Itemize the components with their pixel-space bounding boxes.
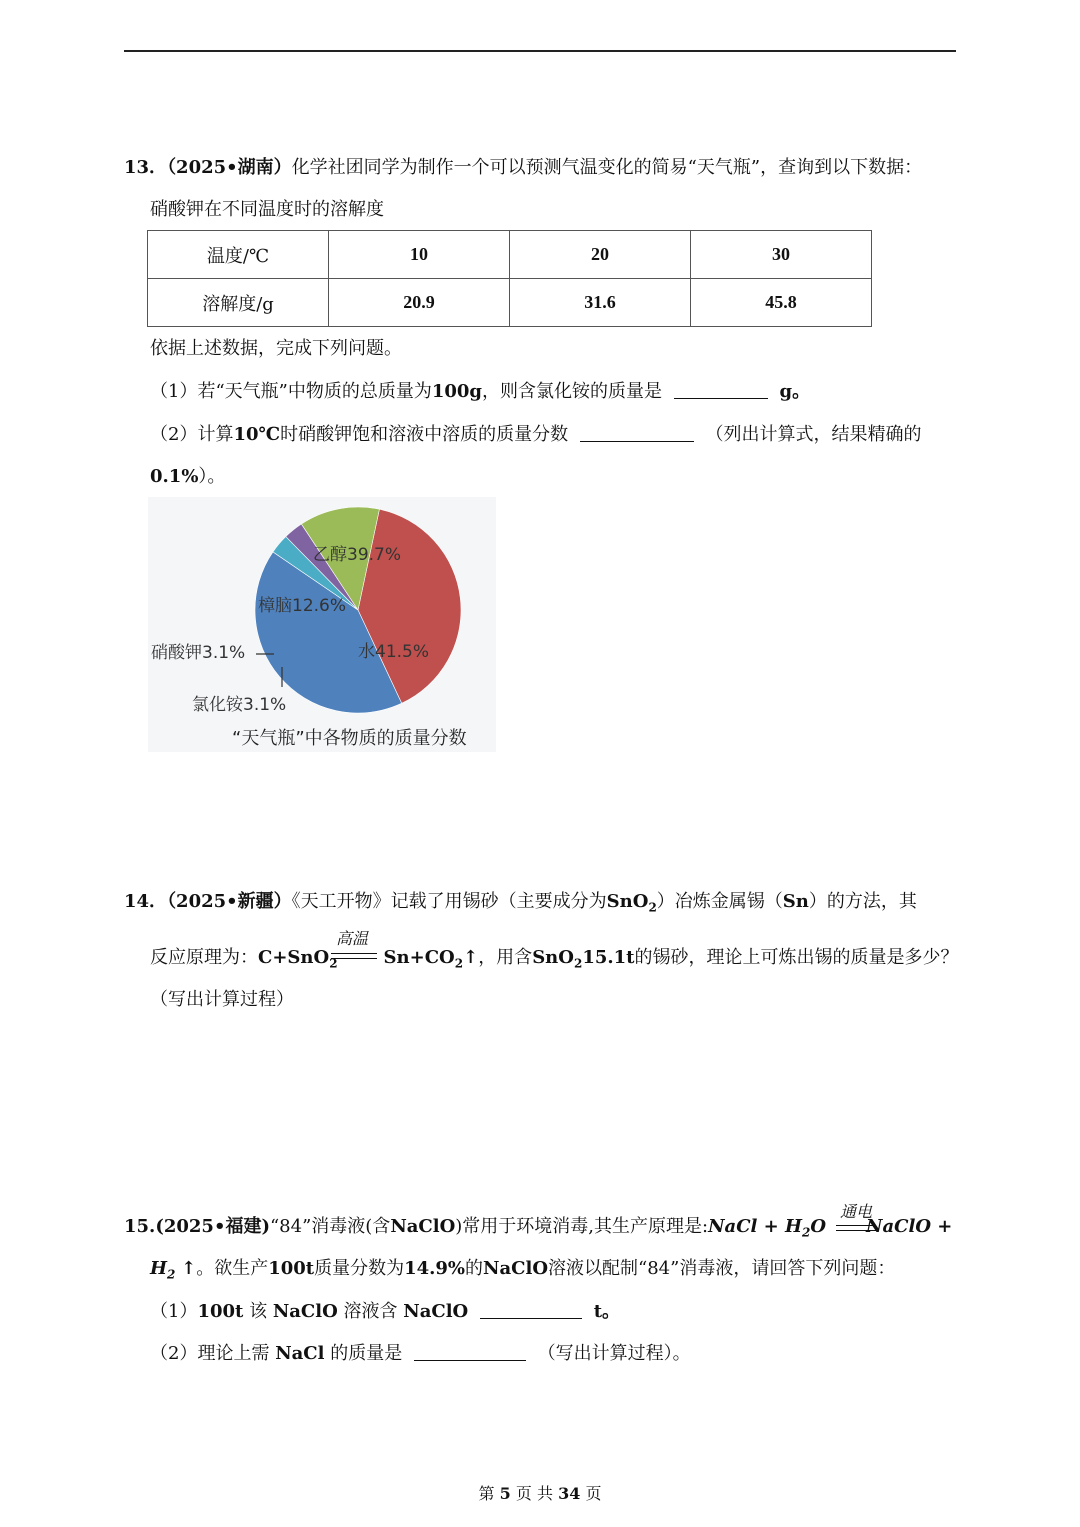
footer-text-c: 页 <box>585 1484 602 1503</box>
q13-part2-end: ）。 <box>198 466 226 487</box>
q14-eq-right: Sn+CO <box>383 947 455 968</box>
q13-precision: 0.1% <box>150 466 199 487</box>
q13-stem <box>124 156 922 180</box>
q15-mass: 100t <box>268 1258 315 1279</box>
q14-number: 14． <box>124 891 168 912</box>
q14-stem <box>124 890 917 920</box>
q14-formula: SnO <box>606 891 649 912</box>
q15-part2 <box>150 1342 691 1366</box>
footer-text-b: 页 共 <box>515 1484 553 1503</box>
q15-part2-text: （2）理论上需 <box>150 1343 270 1364</box>
q14-text-c: ）的方法，其 <box>808 891 917 912</box>
solubility-table <box>147 230 872 327</box>
header-rule <box>124 50 956 52</box>
q14-tin: Sn <box>782 891 809 912</box>
q13-part2-tail <box>150 465 225 489</box>
q13-part2 <box>150 423 922 447</box>
q14-text-b: ）冶炼金属锡（ <box>656 891 783 912</box>
chart-title: “天气瓶”中各物质的质量分数 <box>232 728 467 749</box>
slice-label-ammonium-chloride: 氯化铵3.1% <box>192 695 287 715</box>
total-pages: 34 <box>558 1484 581 1503</box>
q15-text-b: )常用于环境消毒,其生产原理是: <box>455 1216 709 1237</box>
q14-formula-b: SnO <box>532 947 574 968</box>
q15-source: (2025•福建) <box>155 1216 270 1237</box>
q15-text-e: 的 <box>465 1258 484 1279</box>
q14-note: （写出计算过程） <box>150 989 294 1010</box>
q15-part1 <box>150 1300 620 1324</box>
q15-part1-formula-b: NaClO <box>403 1301 469 1322</box>
q13-part2-text-b: 时硝酸钾饱和溶液中溶质的质量分数 <box>280 424 569 445</box>
q15-text-c: 。欲生产 <box>196 1258 269 1279</box>
page-footer <box>0 1481 1080 1504</box>
table-cell: 10 <box>329 231 510 279</box>
pie-chart <box>148 497 496 752</box>
q14-eq-sub-c: 2 <box>573 956 583 971</box>
q14-subscript: 2 <box>648 900 657 915</box>
q15-text-f: 溶液以配制“84”消毒液，请回答下列问题： <box>548 1258 896 1279</box>
q15-part1-mass: 100t <box>197 1301 244 1322</box>
answer-blank[interactable] <box>580 423 694 442</box>
q13-part2-text-c: （列出计算式，结果精确的 <box>705 424 922 445</box>
q13-part1-text: （1）若“天气瓶”中物质的总质量为 <box>150 381 432 402</box>
q15-percent: 14.9% <box>404 1258 466 1279</box>
q13-table-caption: 硝酸钾在不同温度时的溶解度 <box>150 199 384 220</box>
q15-part1-text-b: 溶液含 <box>343 1301 398 1322</box>
answer-blank[interactable] <box>674 380 768 399</box>
q15-part1-num: （1） <box>150 1301 198 1322</box>
table-cell: 20 <box>510 231 691 279</box>
table-cell: 45.8 <box>691 279 872 327</box>
q15-part2-formula: NaCl <box>275 1343 325 1364</box>
q15-part1-text: 该 <box>249 1301 268 1322</box>
q15-number: 15. <box>124 1216 156 1237</box>
q13-source: （2025•湖南） <box>167 157 292 178</box>
q13-number: 13． <box>124 157 168 178</box>
q14-equation-line <box>150 946 958 976</box>
q13-intro: 依据上述数据，完成下列问题。 <box>150 338 402 359</box>
q15-stem: 15.(2025•福建)“84”消毒液(含NaClO)常用于环境消毒,其生产原理是:NaCl + $H_2O$ NaClO + <box>124 1216 953 1240</box>
q15-text-d: 质量分数为 <box>314 1258 405 1279</box>
q15-text: “84”消毒液(含 <box>269 1216 391 1237</box>
q13-part1 <box>150 380 810 404</box>
q15-eq-right: NaClO + <box>866 1216 953 1237</box>
page-number: 5 <box>499 1484 511 1503</box>
q13-stem-text: 化学社团同学为制作一个可以预测气温变化的简易“天气瓶”，查询到以下数据： <box>291 157 923 178</box>
q15-part1-unit: t。 <box>593 1301 621 1322</box>
q15-eq-o: O <box>810 1216 827 1237</box>
slice-label-ethanol: 乙醇39.7% <box>313 545 402 565</box>
pie-chart-svg <box>148 497 496 752</box>
q13-part1-unit: g。 <box>779 381 811 402</box>
q13-part1-mass: 100g <box>431 381 483 402</box>
table-header-cell: 溶解度/g <box>148 279 329 327</box>
q14-eq-intro: 反应原理为： <box>150 947 258 968</box>
table-row <box>148 279 872 327</box>
table-cell: 30 <box>691 231 872 279</box>
q14-eq-text: ，用含 <box>478 947 533 968</box>
q15-line2: $H_2$ ↑。欲生产100t质量分数为14.9%的NaClO溶液以配制“84”消毒液，请回答下列问题： <box>150 1258 896 1282</box>
q13-part2-temp: 10℃ <box>233 424 281 445</box>
q14-mass: 15.1t <box>582 947 635 968</box>
q15-part2-text-c: （写出计算过程）。 <box>537 1343 691 1364</box>
q14-source: （2025•新疆） <box>167 891 292 912</box>
q15-part2-text-b: 的质量是 <box>330 1343 403 1364</box>
q14-eq-sub-b: 2 <box>454 956 464 971</box>
slice-label-water: 水41.5% <box>358 642 430 662</box>
table-cell: 20.9 <box>329 279 510 327</box>
q15-naclo: NaClO <box>390 1216 456 1237</box>
answer-blank[interactable] <box>414 1342 526 1361</box>
slice-label-camphor: 樟脑12.6% <box>258 596 347 616</box>
q14-question: 的锡砂，理论上可炼出锡的质量是多少？ <box>634 947 959 968</box>
q15-h2: H <box>150 1258 168 1279</box>
q15-naclo-b: NaClO <box>483 1258 549 1279</box>
table-row <box>148 231 872 279</box>
q15-eq-left: NaCl + H <box>708 1216 802 1237</box>
q14-text: 《天工开物》记载了用锡砂（主要成分为 <box>291 891 607 912</box>
q14-eq-left: C+SnO <box>258 947 330 968</box>
q14-eq-sub: 2 <box>329 956 338 971</box>
table-cell: 31.6 <box>510 279 691 327</box>
answer-blank[interactable] <box>480 1300 582 1319</box>
q13-part1-text-b: ，则含氯化铵的质量是 <box>482 381 663 402</box>
q14-gas-arrow: ↑ <box>463 947 479 968</box>
slice-label-potassium-nitrate: 硝酸钾3.1% <box>151 643 246 663</box>
table-header-cell: 温度/℃ <box>148 231 329 279</box>
q15-part1-formula: NaClO <box>272 1301 338 1322</box>
q15-condition: 通电 <box>840 1202 873 1221</box>
q14-condition: 高温 <box>336 929 369 948</box>
footer-text: 第 <box>478 1484 495 1503</box>
q13-part2-text: （2）计算 <box>150 424 234 445</box>
q15-gas-arrow: ↑ <box>181 1258 197 1279</box>
